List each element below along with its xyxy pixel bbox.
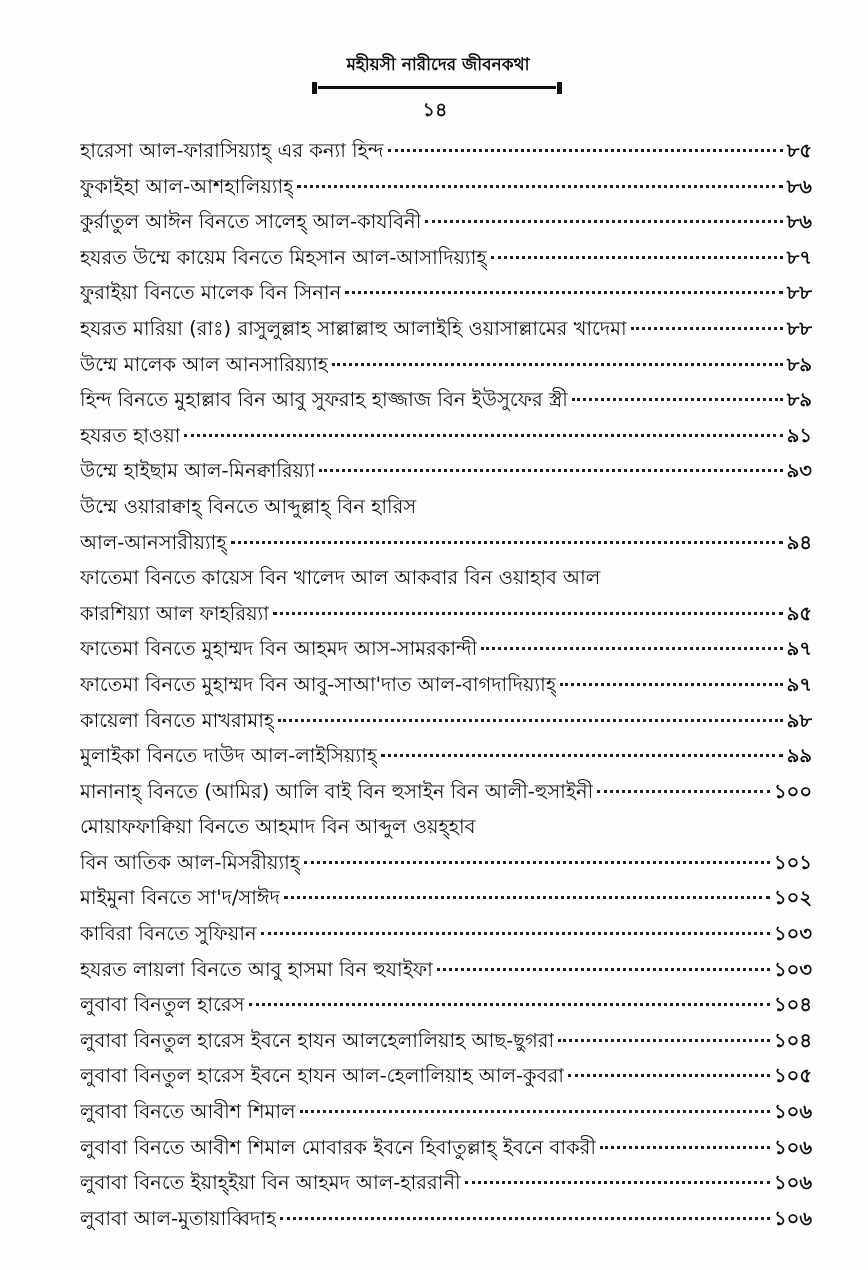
toc-entry-page-number: ৯৭ [786, 637, 812, 661]
toc-entry [80, 1201, 812, 1237]
dot-leader [572, 398, 783, 401]
dot-leader [597, 790, 770, 793]
toc-entry [80, 1058, 812, 1094]
toc-entry-page-number: ৮৬ [786, 174, 812, 198]
toc-entry [80, 845, 812, 881]
dot-leader [437, 968, 770, 971]
toc-entry-page-number: ১০১ [774, 850, 812, 874]
dot-leader [568, 1074, 770, 1077]
toc-entry-title: হিন্দ বিনতে মুহাল্লাব বিন আবু সুফরাহ হাজ্জাজ বিন ইউসুফের স্ত্রী [80, 388, 568, 412]
toc-entry-title: হারেসা আল-ফারাসিয়্যাহ্ এর কন্যা হিন্দ [80, 139, 384, 162]
toc-entry [80, 596, 812, 632]
toc-entry-title: ফাতেমা বিনতে কায়েস বিন খালেদ আল আকবার বিন ওয়াহাব আল [80, 566, 601, 590]
toc-entry-title: ফুরাইয়া বিনতে মালেক বিন সিনান [80, 281, 342, 305]
dot-leader [284, 896, 770, 899]
dot-leader [600, 1146, 770, 1149]
toc-entry-title: মাইমুনা বিনতে সা'দ/সাঈদ [80, 886, 280, 910]
toc-entry [80, 204, 812, 240]
toc-entry-title: কাবিরা বিনতে সুফিয়ান [80, 922, 257, 946]
toc-entry-title: লুবাবা বিনতুল হারেস ইবনে হাযন আল-হেলালিয়াহ আল-কুবরা [80, 1064, 564, 1088]
toc-entry-page-number: ৯৫ [786, 601, 812, 625]
toc-entry-page-number: ৯৪ [786, 530, 812, 554]
toc-entry-page-number: ১০০ [773, 779, 812, 803]
toc-entry-page-number: ৯৯ [786, 744, 812, 768]
toc-entry [80, 1023, 812, 1059]
toc-entry [80, 667, 812, 703]
rule-left-cap [312, 82, 317, 94]
toc-entry-title: উম্মে হাইছাম আল-মিনক্বারিয়্যা [80, 459, 316, 483]
dot-leader [388, 149, 783, 152]
dot-leader [184, 434, 782, 437]
toc-entry-title: ফাতেমা বিনতে মুহাম্মদ বিন আবু-সাআ'দাত আল-বাগদাদিয়্যাহ্ [80, 672, 557, 696]
dot-leader [280, 1217, 770, 1220]
toc-entry [80, 560, 812, 596]
toc-entry [80, 738, 812, 774]
dot-leader [273, 612, 783, 615]
toc-entry [80, 1130, 812, 1166]
dot-leader [278, 719, 783, 722]
toc-entry-title: হযরত হাওয়া [80, 423, 181, 447]
toc-entry [80, 525, 812, 561]
dot-leader [231, 541, 783, 544]
toc-entry-title: ফুকাইহা আল-আশহালিয়্যাহ্ [80, 174, 294, 198]
dot-leader [345, 291, 782, 294]
dot-leader [558, 1039, 770, 1042]
toc-entry [80, 880, 812, 916]
toc-entry-title: মোয়াফফাক্বিয়া বিনতে আহমাদ বিন আব্দুল ওয়হ্হাব [80, 815, 476, 839]
toc-entry-page-number: ১০৬ [773, 1100, 812, 1124]
toc-entry-title: বিন আতিক আল-মিসরীয়্যাহ্ [80, 850, 301, 874]
dot-leader [297, 185, 782, 188]
toc-entry-page-number: ১০৬ [773, 1206, 812, 1230]
toc-entry-title: উম্মে মালেক আল আনসারিয়্যাহ [80, 352, 329, 376]
toc-entry-title: আল-আনসারীয়্যাহ্ [80, 530, 227, 554]
toc-entry-page-number: ৮৯ [786, 388, 812, 412]
toc-entry-page-number: ১০৩ [773, 922, 812, 946]
toc-entry [80, 311, 812, 347]
toc-entry-page-number: ৮৮ [786, 316, 812, 340]
toc-entry-page-number: ১০৫ [774, 1064, 812, 1088]
toc-entry-title: উম্মে ওয়ারাক্বাহ্ বিনতে আব্দুল্লাহ্ বিন হারিস [80, 494, 417, 518]
dot-leader [300, 1110, 770, 1113]
toc-entry-page-number: ৮৮ [786, 281, 812, 305]
rule-right-cap [557, 82, 562, 94]
page-number: ১৪ [422, 99, 448, 121]
toc-entry [80, 631, 812, 667]
toc-entry-title: ফাতেমা বিনতে মুহাম্মদ বিন আহমদ আস-সামরকান্দী [80, 637, 478, 661]
dot-leader [465, 1181, 770, 1184]
title-underline-rule [312, 82, 562, 94]
toc-entry-title: কুর্রাতুল আঈন বিনতে সালেহ্ আল-কাযবিনী [80, 210, 422, 234]
toc-entry [80, 1165, 812, 1201]
toc-entry-title: হযরত মারিয়া (রাঃ) রাসুলুল্লাহ সাল্লাল্লাহু আলাইহি ওয়াসাল্লামের খাদেমা [80, 316, 627, 340]
toc-entry [80, 489, 812, 525]
running-title: মহীয়সী নারীদের জীবনকথা [346, 55, 530, 75]
toc-entry-title: হযরত লায়লা বিনতে আবু হাসমা বিন হুযাইফা [80, 957, 433, 981]
dot-leader [261, 932, 770, 935]
toc-entry-title: মুলাইকা বিনতে দাউদ আল-লাইসিয়্যাহ্ [80, 744, 378, 768]
toc-entry-page-number: ১০৬ [773, 1171, 812, 1195]
dot-leader [249, 1003, 770, 1006]
toc-entry [80, 382, 812, 418]
toc-entry-page-number: ৯১ [786, 423, 812, 447]
toc-entry-page-number: ৯৮ [786, 708, 812, 732]
toc-entry-page-number: ১০৬ [773, 1135, 812, 1159]
toc-entry [80, 987, 812, 1023]
table-of-contents [80, 133, 812, 1236]
dot-leader [319, 469, 782, 472]
toc-entry-title: লুবাবা আল-মুতায়াব্বিদাহ [80, 1206, 277, 1230]
toc-entry-page-number: ৮৭ [786, 245, 812, 269]
toc-entry [80, 133, 812, 169]
toc-entry-title: লুবাবা বিনতুল হারেস ইবনে হাযন আলহেলালিয়াহ আছ-ছুগরা [80, 1028, 555, 1052]
toc-entry-page-number: ৯৩ [786, 459, 812, 483]
dot-leader [560, 683, 783, 686]
toc-entry [80, 275, 812, 311]
toc-entry-title: লুবাবা বিনতে আবীশ শিমাল [80, 1100, 296, 1124]
toc-entry-title: লুবাবা বিনতুল হারেস [80, 993, 245, 1017]
toc-entry-page-number: ১০৩ [773, 957, 812, 981]
dot-leader [332, 363, 783, 366]
dot-leader [481, 647, 782, 650]
toc-entry-page-number: ৮৬ [786, 210, 812, 234]
toc-entry [80, 1094, 812, 1130]
dot-leader [491, 256, 783, 259]
toc-entry-title: লুবাবা বিনতে আবীশ শিমাল মোবারক ইবনে হিবাতুল্লাহ্ ইবনে বাকরী [80, 1135, 596, 1159]
toc-entry-page-number: ৮৯ [786, 352, 812, 376]
toc-entry [80, 418, 812, 454]
toc-entry-title: লুবাবা বিনতে ইয়াহ্ইয়া বিন আহমদ আল-হাররানী [80, 1171, 461, 1195]
toc-entry-page-number: ১০৪ [774, 993, 812, 1017]
toc-entry [80, 703, 812, 739]
toc-entry [80, 347, 812, 383]
toc-entry-page-number: ৯৭ [786, 672, 812, 696]
toc-entry-page-number: ৮৫ [786, 139, 812, 162]
toc-entry-page-number: ১০৪ [774, 1028, 812, 1052]
dot-leader [631, 327, 783, 330]
toc-entry [80, 774, 812, 810]
toc-entry [80, 453, 812, 489]
toc-entry-title: হযরত উম্মে কায়েম বিনতে মিহসান আল-আসাদিয়্যাহ্ [80, 245, 487, 269]
toc-entry [80, 809, 812, 845]
toc-entry-title: মানানাহ্ বিনতে (আমির) আলি বাই বিন হুসাইন বিন আলী-হুসাইনী [80, 779, 594, 803]
toc-entry [80, 952, 812, 988]
rule-bar [318, 86, 556, 89]
toc-entry [80, 169, 812, 205]
toc-entry-title: কারশিয়্যা আল ফাহরিয়্যা [80, 601, 269, 625]
toc-entry [80, 916, 812, 952]
dot-leader [425, 220, 782, 223]
dot-leader [381, 754, 783, 757]
toc-entry-title: কায়েলা বিনতে মাখরামাহ্ [80, 708, 275, 732]
toc-entry [80, 240, 812, 276]
dot-leader [304, 861, 770, 864]
toc-entry-page-number: ১০২ [773, 886, 812, 910]
